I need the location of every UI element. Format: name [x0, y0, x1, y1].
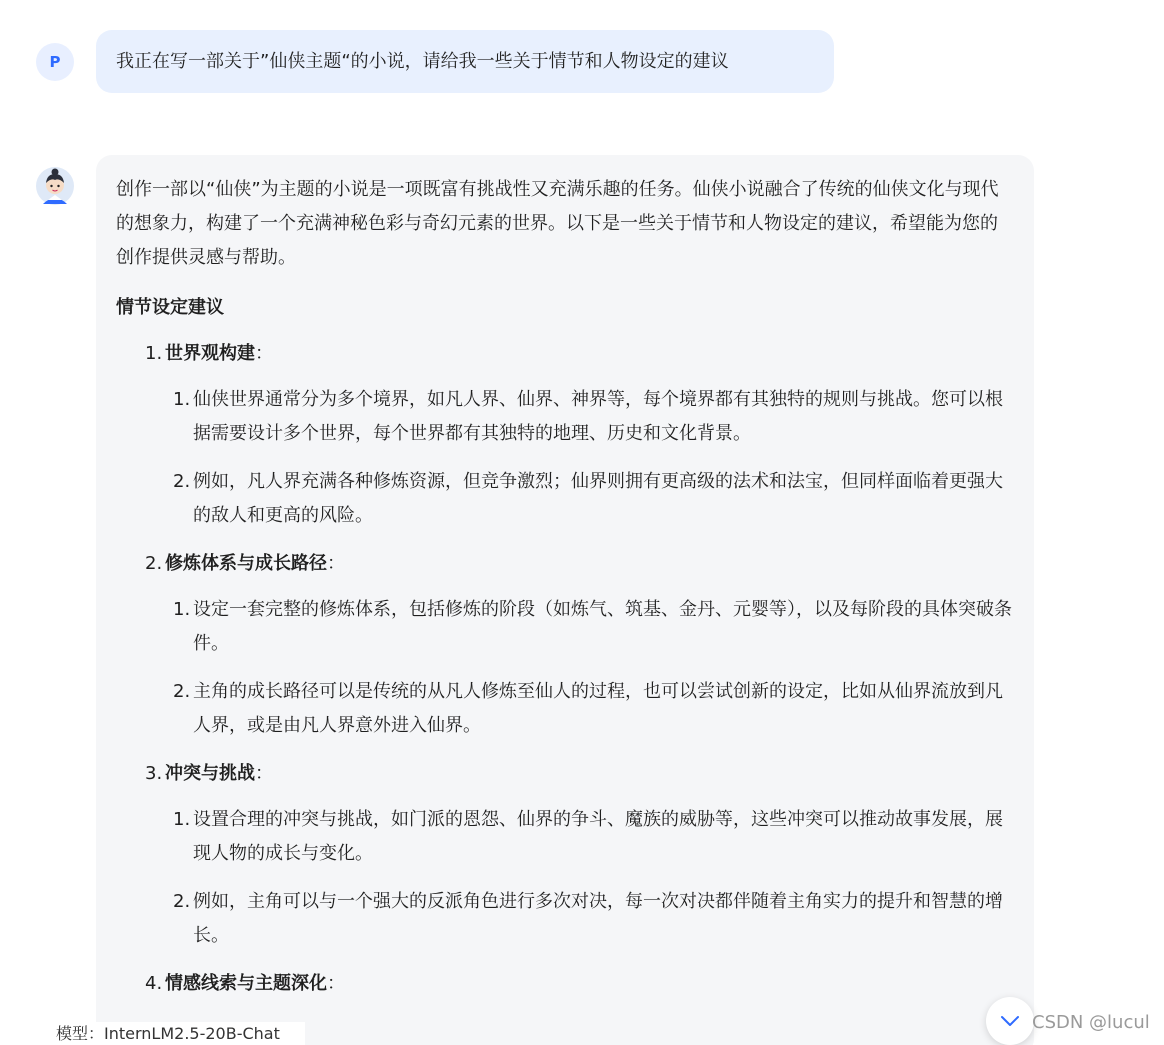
- list-item-title: 修炼体系与成长路径: [165, 553, 327, 574]
- section-title: 情节设定建议: [116, 297, 224, 318]
- list-item-title: 世界观构建: [165, 343, 255, 364]
- list-item-colon: ：: [327, 553, 345, 574]
- sub-list-item-number: 1.: [173, 389, 191, 410]
- sub-list-item: [116, 465, 1014, 533]
- sub-list-item-number: 2.: [173, 891, 191, 912]
- list-item-number: 1.: [145, 343, 163, 364]
- watermark-text: CSDN @lucul: [1032, 1012, 1150, 1033]
- list-item-colon: ：: [255, 763, 273, 784]
- sub-list-item-number: 2.: [173, 471, 191, 492]
- sub-list-item-text: 设定一套完整的修炼体系，包括修炼的阶段（如炼气、筑基、金丹、元婴等），以及每阶段的具体突破条件。: [193, 599, 1012, 654]
- sub-list-item: [116, 675, 1014, 743]
- sub-list-item-text: 主角的成长路径可以是传统的从凡人修炼至仙人的过程，也可以尝试创新的设定，比如从仙界流放到凡人界，或是由凡人界意外进入仙界。: [193, 681, 1003, 736]
- list-item-title: 冲突与挑战: [165, 763, 255, 784]
- list-item-1: [116, 339, 1014, 369]
- list-item-2: [116, 549, 1014, 579]
- scroll-to-bottom-button[interactable]: [986, 997, 1034, 1045]
- sub-list-item-text: 例如，主角可以与一个强大的反派角色进行多次对决，每一次对决都伴随着主角实力的提升和智慧的增长。: [193, 891, 1003, 946]
- sub-list-item-number: 1.: [173, 599, 191, 620]
- sub-list-item-number: 2.: [173, 681, 191, 702]
- sub-list-item-text: 例如，凡人界充满各种修炼资源，但竞争激烈；仙界则拥有更高级的法术和法宝，但同样面临着更强大的敌人和更高的风险。: [193, 471, 1003, 526]
- sub-list-item: [116, 885, 1014, 953]
- sub-list-item: [116, 593, 1014, 661]
- list-item-number: 3.: [145, 763, 163, 784]
- assistant-message-bubble: [96, 155, 1034, 1045]
- sub-list-item-text: 设置合理的冲突与挑战，如门派的恩怨、仙界的争斗、魔族的威胁等，这些冲突可以推动故事发展，展现人物的成长与变化。: [193, 809, 1003, 864]
- user-avatar: [36, 43, 74, 81]
- model-label: 模型：InternLM2.5-20B-Chat: [0, 1022, 305, 1045]
- chevron-down-icon: [1000, 1015, 1020, 1027]
- user-message-text: 我正在写一部关于”仙侠主题“的小说，请给我一些关于情节和人物设定的建议: [116, 51, 729, 72]
- assistant-avatar-icon: [35, 166, 75, 206]
- list-item-number: 4.: [145, 973, 163, 994]
- list-item-colon: ：: [327, 973, 345, 994]
- user-avatar-letter: P: [49, 53, 61, 71]
- assistant-intro-text: 创作一部以“仙侠”为主题的小说是一项既富有挑战性又充满乐趣的任务。仙侠小说融合了传统的仙侠文化与现代的想象力，构建了一个充满神秘色彩与奇幻元素的世界。以下是一些关于情节和人物设定的建议，希望能为您的创作提供灵感与帮助。: [116, 179, 999, 268]
- list-item-title: 情感线索与主题深化: [165, 973, 327, 994]
- sub-list-item: [116, 803, 1014, 871]
- sub-list-item-number: 1.: [173, 809, 191, 830]
- sub-list-item: [116, 383, 1014, 451]
- list-item-number: 2.: [145, 553, 163, 574]
- list-item-colon: ：: [255, 343, 273, 364]
- list-item-4: [116, 969, 1014, 999]
- user-message-bubble: [96, 30, 834, 93]
- sub-list-item-text: 仙侠世界通常分为多个境界，如凡人界、仙界、神界等，每个境界都有其独特的规则与挑战。您可以根据需要设计多个世界，每个世界都有其独特的地理、历史和文化背景。: [193, 389, 1003, 444]
- list-item-3: [116, 759, 1014, 789]
